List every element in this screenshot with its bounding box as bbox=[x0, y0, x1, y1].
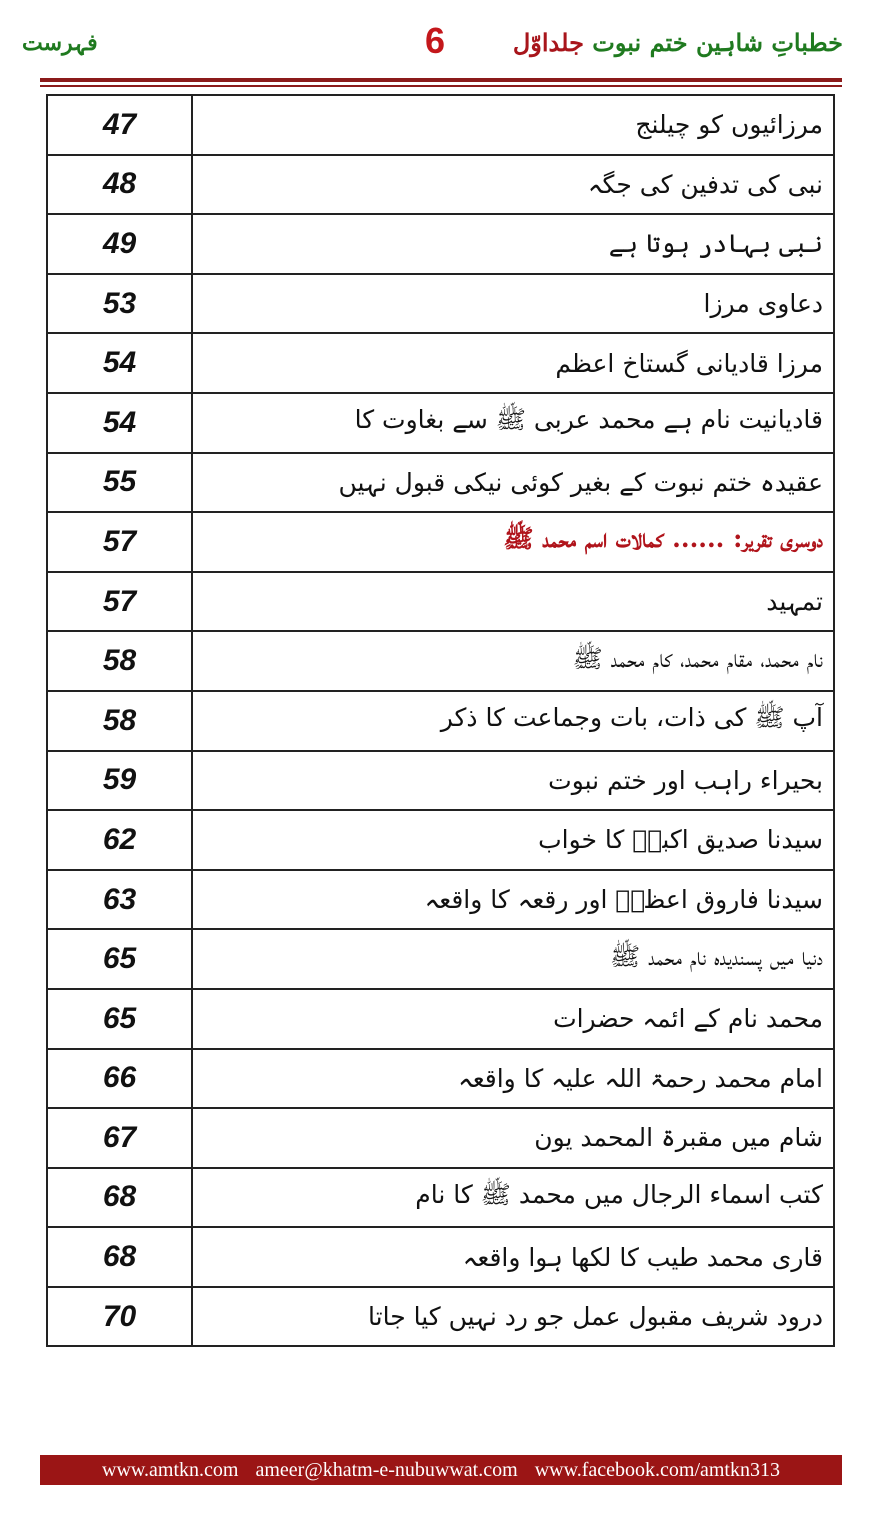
toc-entry-title: سیدنا صدیق اکبرؓ کا خواب bbox=[192, 810, 834, 870]
toc-page-number: 68 bbox=[47, 1227, 192, 1287]
toc-row[interactable] bbox=[47, 274, 834, 334]
toc-entry-title: درود شریف مقبول عمل جو رد نہیں کیا جاتا bbox=[192, 1287, 834, 1347]
toc-page-number: 70 bbox=[47, 1287, 192, 1347]
toc-entry-title: تمہید bbox=[192, 572, 834, 632]
toc-entry-title: محمد نام کے ائمہ حضرات bbox=[192, 989, 834, 1049]
toc-entry-title: سیدنا فاروق اعظمؓ اور رقعہ کا واقعہ bbox=[192, 870, 834, 930]
toc-row[interactable] bbox=[47, 453, 834, 513]
toc-page-number: 66 bbox=[47, 1049, 192, 1109]
toc-page-number: 57 bbox=[47, 512, 192, 572]
toc-row[interactable] bbox=[47, 631, 834, 691]
toc-page-number: 58 bbox=[47, 691, 192, 751]
toc-page-number: 59 bbox=[47, 751, 192, 811]
toc-entry-title: کتب اسماء الرجال میں محمد ﷺ کا نام bbox=[192, 1168, 834, 1228]
toc-entry-title: مرزا قادیانی گستاخ اعظم bbox=[192, 333, 834, 393]
page-number: 6 bbox=[425, 20, 446, 61]
toc-row[interactable] bbox=[47, 810, 834, 870]
toc-row[interactable] bbox=[47, 870, 834, 930]
toc-row[interactable] bbox=[47, 214, 834, 274]
toc-page-number: 58 bbox=[47, 631, 192, 691]
toc-entry-title: مرزائیوں کو چیلنج bbox=[192, 95, 834, 155]
toc-page-number: 47 bbox=[47, 95, 192, 155]
toc-page-number: 54 bbox=[47, 333, 192, 393]
toc-row[interactable] bbox=[47, 929, 834, 989]
toc-row[interactable] bbox=[47, 393, 834, 453]
book-title bbox=[513, 28, 843, 57]
book-title-main: خطباتِ شاہین ختم نبوت bbox=[592, 28, 843, 57]
toc-entry-title: دوسری تقریر: ...... کمالات اسم محمد ﷺ bbox=[192, 512, 834, 572]
toc-entry-title: نام محمد، مقام محمد، کام محمد ﷺ bbox=[192, 631, 834, 691]
toc-row[interactable] bbox=[47, 1168, 834, 1228]
toc-page-number: 57 bbox=[47, 572, 192, 632]
toc-row[interactable] bbox=[47, 1287, 834, 1347]
toc-row[interactable] bbox=[47, 572, 834, 632]
toc-page-number: 63 bbox=[47, 870, 192, 930]
toc-row[interactable] bbox=[47, 155, 834, 215]
footer-facebook-link[interactable]: www.facebook.com/amtkn313 bbox=[534, 1459, 780, 1481]
toc-page-number: 67 bbox=[47, 1108, 192, 1168]
table-of-contents bbox=[46, 94, 835, 1347]
toc-page-number: 55 bbox=[47, 453, 192, 513]
toc-page-number: 68 bbox=[47, 1168, 192, 1228]
page-footer bbox=[40, 1455, 842, 1485]
toc-page-number: 53 bbox=[47, 274, 192, 334]
footer-website-link[interactable]: www.amtkn.com bbox=[102, 1459, 239, 1481]
toc-row[interactable] bbox=[47, 751, 834, 811]
toc-entry-title: شام میں مقبرۃ المحمد یون bbox=[192, 1108, 834, 1168]
toc-row[interactable] bbox=[47, 1227, 834, 1287]
toc-row[interactable] bbox=[47, 333, 834, 393]
header-divider-thick bbox=[40, 78, 842, 82]
toc-page-number: 62 bbox=[47, 810, 192, 870]
toc-entry-title: عقیدہ ختم نبوت کے بغیر کوئی نیکی قبول نہیں bbox=[192, 453, 834, 513]
toc-entry-title: آپ ﷺ کی ذات، بات وجماعت کا ذکر bbox=[192, 691, 834, 751]
toc-entry-title: نبی بہادر ہوتا ہے bbox=[192, 214, 834, 274]
toc-entry-title: نبی کی تدفین کی جگہ bbox=[192, 155, 834, 215]
book-title-volume: جلداوّل bbox=[512, 28, 584, 57]
toc-page-number: 65 bbox=[47, 989, 192, 1049]
footer-email-link[interactable]: ameer@khatm-e-nubuwwat.com bbox=[255, 1459, 518, 1481]
toc-entry-title: قادیانیت نام ہے محمد عربی ﷺ سے بغاوت کا bbox=[192, 393, 834, 453]
toc-entry-title: دنیا میں پسندیدہ نام محمد ﷺ bbox=[192, 929, 834, 989]
toc-entry-title: امام محمد رحمۃ اللہ علیہ کا واقعہ bbox=[192, 1049, 834, 1109]
toc-row[interactable] bbox=[47, 1049, 834, 1109]
toc-page-number: 65 bbox=[47, 929, 192, 989]
toc-row[interactable] bbox=[47, 691, 834, 751]
page-header bbox=[0, 0, 881, 80]
toc-page-number: 54 bbox=[47, 393, 192, 453]
toc-page-number: 48 bbox=[47, 155, 192, 215]
toc-entry-title: دعاوی مرزا bbox=[192, 274, 834, 334]
toc-page-number: 49 bbox=[47, 214, 192, 274]
section-label: فہرست bbox=[22, 30, 98, 56]
header-divider-thin bbox=[40, 85, 842, 87]
toc-row[interactable] bbox=[47, 1108, 834, 1168]
toc-row[interactable] bbox=[47, 95, 834, 155]
toc-row[interactable] bbox=[47, 989, 834, 1049]
toc-entry-title: بحیراء راہب اور ختم نبوت bbox=[192, 751, 834, 811]
toc-row[interactable] bbox=[47, 512, 834, 572]
toc-entry-title: قاری محمد طیب کا لکھا ہوا واقعہ bbox=[192, 1227, 834, 1287]
